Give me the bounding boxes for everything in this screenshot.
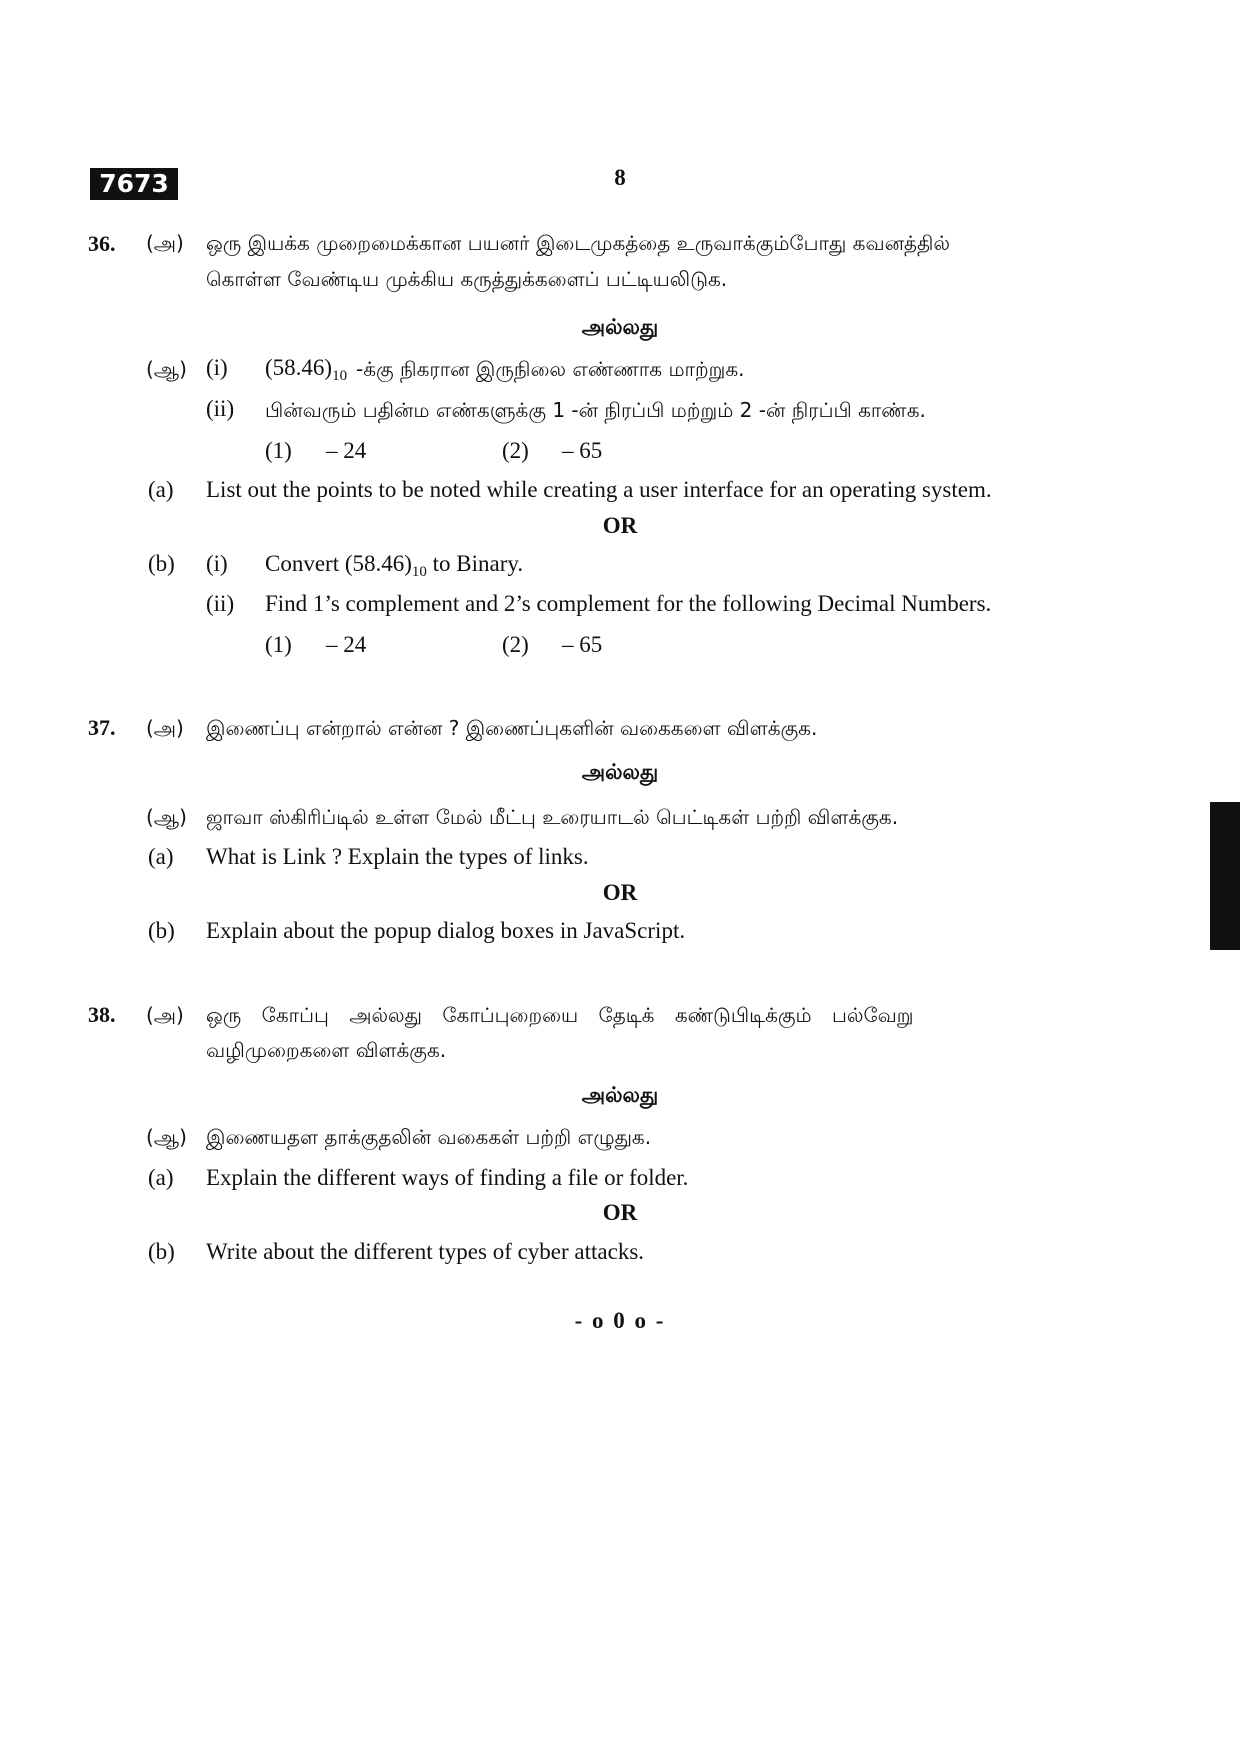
q37-a-english: What is Link ? Explain the types of links. [206,844,589,869]
q36-a-tamil-line2: கொள்ள வேண்டிய முக்கிய கருத்துக்களைப் பட்டியலிடுக. [206,267,728,291]
page-edge-marker [1210,802,1240,950]
q38-a-label: (a) [148,1165,174,1190]
q36-b-tamil-i-text: -க்கு நிகரான இருநிலை எண்ணாக மாற்றுக. [356,357,745,381]
q36-or-tamil: அல்லது [581,315,659,339]
q36-b-english-i: Convert $(58.46)_{10}$ to Binary. [265,551,524,580]
question-36-number: 36. [88,231,116,256]
q36-b-tamil-label: (ஆ) [146,357,187,381]
q36-a-english: List out the points to be noted while creating a user interface for an operating system. [206,477,992,502]
q36-b-tamil-i-value: $(58.46)_{10}$ [265,355,348,384]
q38-b-tamil: இணையதள தாக்குதலின் வகைகள் பற்றி எழுதுக. [206,1125,652,1149]
q36-english-opt2-label: (2) [502,632,529,657]
q37-b-label: (b) [148,918,175,943]
q36-english-opt2-value: – 65 [562,632,603,657]
q36-b-tamil-ii-label: (ii) [206,396,235,421]
q37-a-tamil: இணைப்பு என்றால் என்ன ? இணைப்புகளின் வகைகளை விளக்குக. [206,716,818,740]
q36-tamil-opt1-label: (1) [265,438,292,463]
q38-or-tamil: அல்லது [581,1083,659,1107]
q36-tamil-opt2-value: – 65 [562,438,603,463]
q36-a-tamil-label: (அ) [146,231,184,255]
q37-or-english: OR [602,880,638,905]
q36-b-tamil-i-label: (i) [206,355,228,380]
q37-b-tamil: ஜாவா ஸ்கிரிப்டில் உள்ள மேல் மீட்பு உரையாடல் பெட்டிகள் பற்றி விளக்குக. [206,805,899,829]
q38-or-english: OR [602,1200,638,1225]
q38-a-tamil-label: (அ) [146,1003,184,1027]
q36-b-tamil-ii-text: பின்வரும் பதின்ம எண்களுக்கு 1 -ன் நிரப்பி மற்றும் 2 -ன் நிரப்பி காண்க. [265,398,926,422]
q36-b-english-ii: Find 1’s complement and 2’s complement for the following Decimal Numbers. [265,591,992,616]
q36-a-label: (a) [148,477,174,502]
page-number: 8 [614,165,626,190]
q38-a-english: Explain the different ways of finding a file or folder. [206,1165,689,1190]
q38-b-label: (b) [148,1239,175,1264]
q38-a-tamil-line2: வழிமுறைகளை விளக்குக. [206,1038,447,1062]
q36-b-ii-label: (ii) [206,591,235,616]
q36-or-english: OR [602,513,638,538]
q36-tamil-opt2-label: (2) [502,438,529,463]
q36-english-opt1-label: (1) [265,632,292,657]
paper-code-badge: 7673 [90,168,178,200]
q37-b-tamil-label: (ஆ) [146,805,187,829]
q38-b-english: Write about the different types of cyber attacks. [206,1239,645,1264]
q36-a-tamil-line1: ஒரு இயக்க முறைமைக்கான பயனர் இடைமுகத்தை உருவாக்கும்போது கவனத்தில் [206,231,951,255]
question-38-number: 38. [88,1002,116,1027]
question-37-number: 37. [88,715,116,740]
q38-b-tamil-label: (ஆ) [146,1125,187,1149]
q36-b-i-label: (i) [206,551,228,576]
q38-a-tamil-line1: ஒரு கோப்பு அல்லது கோப்புறையை தேடிக் கண்டுபிடிக்கும் பல்வேறு [206,1003,914,1027]
q36-tamil-opt1-value: – 24 [326,438,367,463]
q37-or-tamil: அல்லது [581,760,659,784]
q36-b-label: (b) [148,551,175,576]
q37-b-english: Explain about the popup dialog boxes in JavaScript. [206,918,686,943]
q36-english-opt1-value: – 24 [326,632,367,657]
q37-a-tamil-label: (அ) [146,716,184,740]
end-of-paper-mark: - o 0 o - [574,1308,666,1333]
q37-a-label: (a) [148,844,174,869]
